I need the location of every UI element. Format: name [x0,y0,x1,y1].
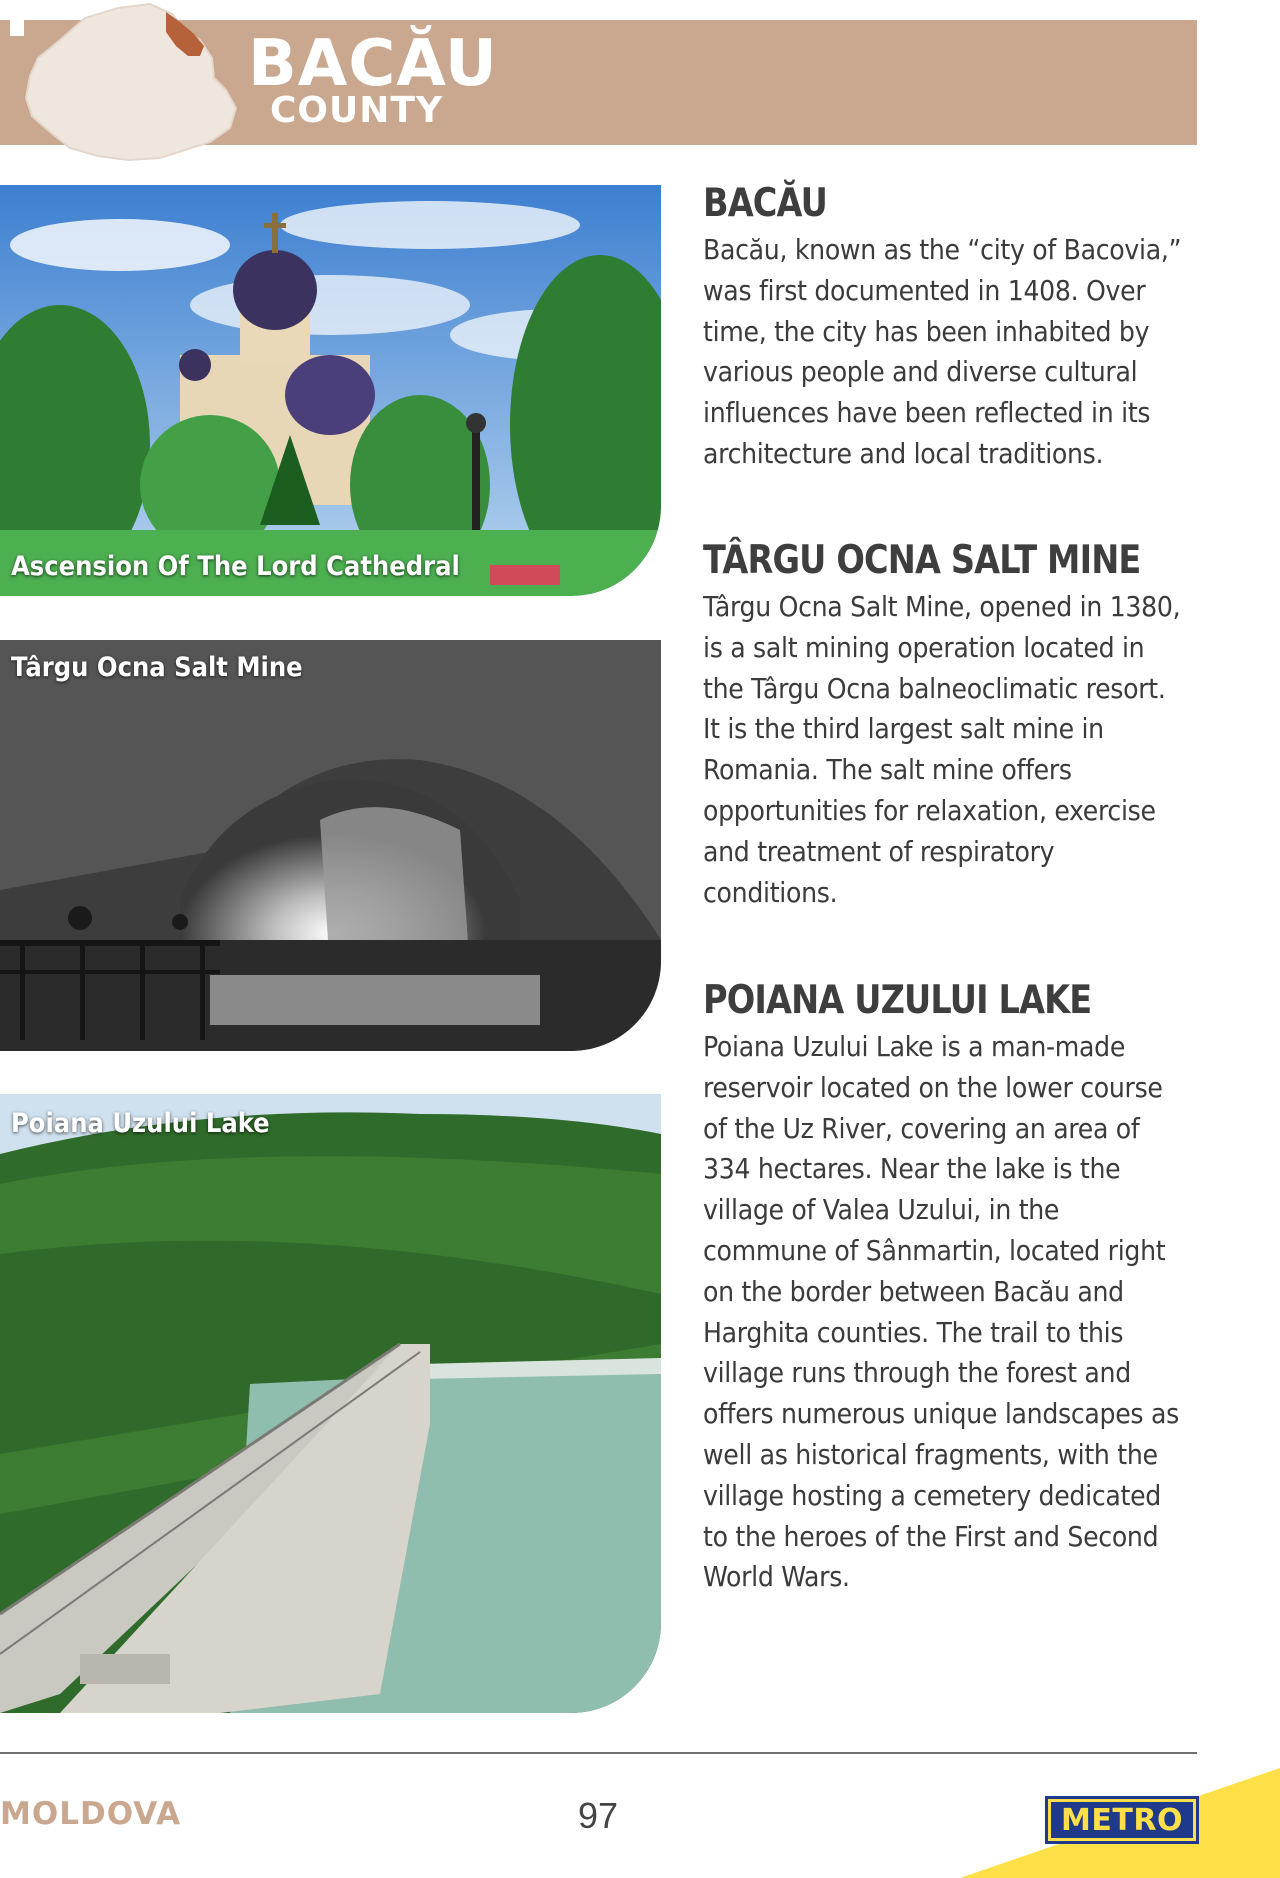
footer-region: MOLDOVA [0,1796,182,1832]
section-bacau [703,182,1183,475]
page-title: BACĂU [248,27,498,101]
section-body: Poiana Uzului Lake is a man-made reservoir located on the lower course of the Uz River, covering an area of 334 hectares. Near the lake is the village of Valea Uzului, in the commune of Sânmartin, located right on the border between Bacău and Harghita counties. The trail to this village runs through the forest and offers numerous unique landscapes as well as historical fragments, with the village hosting a cemetery dedicated to the heroes of the First and Second World Wars. [703,1030,1179,1594]
section-title: BACĂU [703,181,828,226]
section-salt-mine [703,539,1183,913]
metro-logo [1045,1796,1199,1844]
section-body: Târgu Ocna Salt Mine, opened in 1380, is a salt mining operation located in the Târgu Ocna balneoclimatic resort. It is the third largest salt mine in Romania. The salt mine offers opportunities for relaxation, exercise and treatment of respiratory conditions. [703,590,1181,909]
lake-photo [0,1094,661,1713]
page-number: 97 [578,1795,619,1836]
page-subtitle: COUNTY [270,90,444,131]
section-lake [703,979,1183,1598]
metro-logo-text: METRO [1051,1802,1193,1838]
section-body: Bacău, known as the “city of Bacovia,” was first documented in 1408. Over time, the city has been inhabited by various people and diverse cultural influences have been reflected in its architecture and local traditions. [703,233,1182,470]
section-title: TÂRGU OCNA SALT MINE [703,538,1141,583]
cathedral-photo [0,185,661,596]
salt-mine-caption: Târgu Ocna Salt Mine [11,652,303,683]
salt-mine-photo [0,640,661,1051]
section-title: POIANA UZULUI LAKE [703,978,1092,1023]
romania-map-icon [0,0,250,165]
cathedral-caption: Ascension Of The Lord Cathedral [11,551,460,582]
lake-caption: Poiana Uzului Lake [11,1108,270,1139]
footer-divider [0,1752,1197,1754]
